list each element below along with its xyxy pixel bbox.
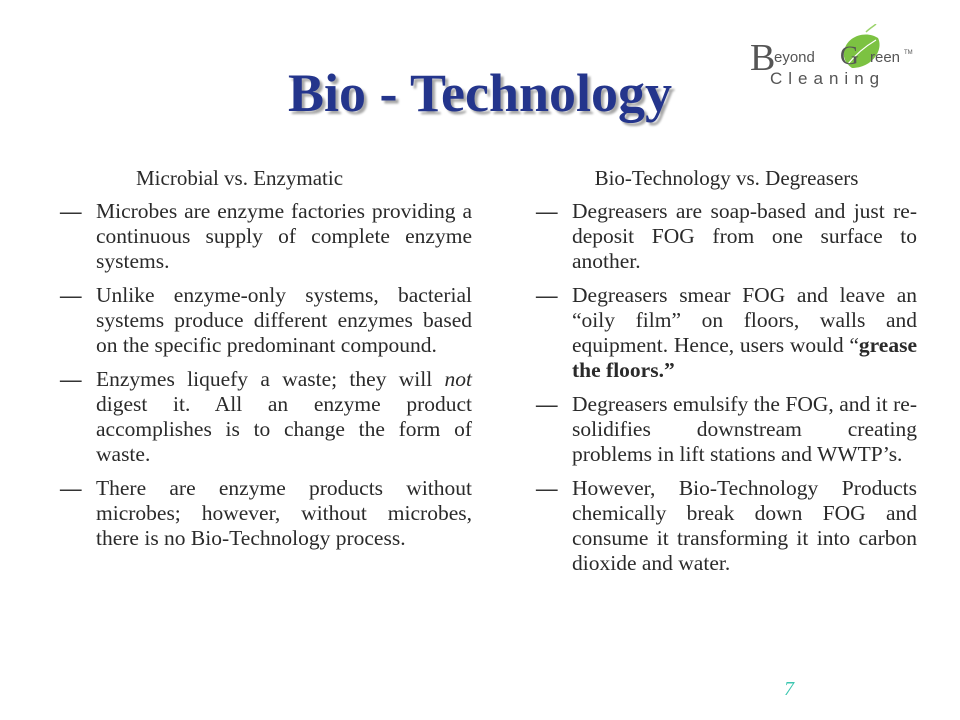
bullet-dash: — xyxy=(60,199,82,223)
logo-word-reen: reen xyxy=(870,49,901,66)
logo-graphic xyxy=(748,24,918,90)
logo-letter-b: B xyxy=(750,37,776,79)
logo-trademark: TM xyxy=(904,50,913,56)
left-column-heading: Microbial vs. Enzymatic xyxy=(136,166,344,190)
slide-title: Bio - Technology xyxy=(287,63,673,123)
list-item xyxy=(60,476,472,551)
bullet-text: There are enzyme products without microbes; however, without microbes, there is no Bio-Technology process. xyxy=(96,476,472,550)
list-item xyxy=(60,283,472,358)
list-item xyxy=(536,392,917,467)
logo-word-eyond: eyond xyxy=(774,49,815,66)
bullet-text-part: Degreasers smear FOG and leave an “oily film” on floors, walls and equipment. Hence, users would “ xyxy=(572,283,917,357)
list-item xyxy=(60,367,472,467)
list-item xyxy=(536,476,917,576)
bullet-text: Unlike enzyme-only systems, bacterial systems produce different enzymes based on the specific predominant compound. xyxy=(96,283,472,357)
right-bullet-list xyxy=(536,199,917,576)
bullet-text: Microbes are enzyme factories providing a continuous supply of complete enzyme systems. xyxy=(96,199,472,273)
right-column-heading: Bio-Technology vs. Degreasers xyxy=(594,166,859,190)
beyond-green-cleaning-logo xyxy=(748,24,918,90)
left-bullet-list xyxy=(60,199,472,551)
bullet-text: Degreasers emulsify the FOG, and it re-solidifies downstream creating problems in lift stations and WWTP’s. xyxy=(572,392,917,466)
bullet-text: However, Bio-Technology Products chemically break down FOG and consume it transforming it into carbon dioxide and water. xyxy=(572,476,917,575)
bullet-dash: — xyxy=(536,476,558,500)
bullet-italic-emphasis: not xyxy=(444,367,472,391)
list-item xyxy=(536,199,917,274)
list-item xyxy=(536,283,917,383)
page-number: 7 xyxy=(784,678,794,700)
bullet-dash: — xyxy=(60,283,82,307)
bullet-dash: — xyxy=(60,367,82,391)
bullet-bold-emphasis: grease the floors.” xyxy=(572,333,917,382)
bullet-dash: — xyxy=(536,283,558,307)
bullet-dash: — xyxy=(536,392,558,416)
right-column xyxy=(536,166,917,585)
logo-word-cleaning: Cleaning xyxy=(770,69,886,88)
bullet-text: Degreasers are soap-based and just re-deposit FOG from one surface to another. xyxy=(572,199,917,273)
left-column xyxy=(60,166,472,560)
bullet-text-part: digest it. All an enzyme product accomplishes is to change the form of waste. xyxy=(96,392,472,466)
list-item xyxy=(60,199,472,274)
bullet-dash: — xyxy=(60,476,82,500)
bullet-text-part: Enzymes liquefy a waste; they will xyxy=(96,367,445,391)
bullet-dash: — xyxy=(536,199,558,223)
logo-letter-g: G xyxy=(840,41,859,70)
